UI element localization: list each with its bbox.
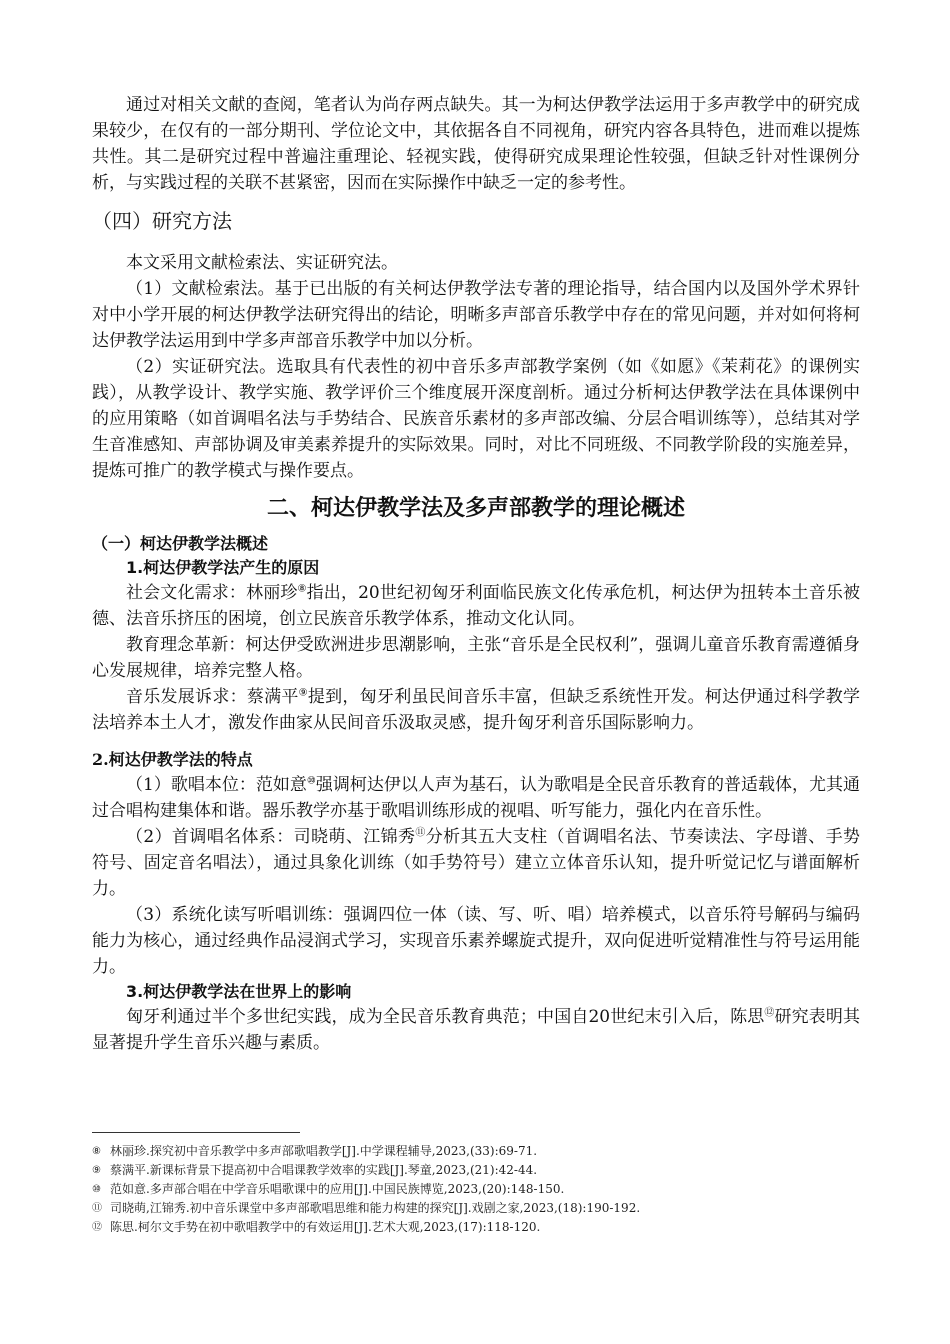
text-run: 指出，20世纪初匈牙利面临民族文化传承危机，柯达伊为扭转本土音乐被德、法音乐挤压的困境，创立民族音乐教学体系，推动文化认同。 [92, 583, 861, 629]
text-run: 分析其五大支柱（首调唱名法、节奏读法、字母谱、手势符号、固定音名唱法），通过具象化训练（如手势符号）建立立体音乐认知，提升听觉记忆与谱面解析力。 [92, 827, 861, 899]
text-run: 音乐发展诉求：蔡满平 [126, 687, 299, 707]
footnote-item [92, 1161, 860, 1180]
footnote-item [92, 1199, 860, 1218]
paragraph-social-culture [92, 580, 860, 632]
footnote-mark: ⑪ [92, 1203, 102, 1214]
paragraph-feature-solfege [92, 824, 860, 902]
text-run: 社会文化需求：林丽珍 [126, 583, 298, 603]
paragraph-methods-intro: 本文采用文献检索法、实证研究法。 [126, 253, 398, 273]
main-text [92, 92, 860, 1056]
section-heading-kodaly-overview: （一）柯达伊教学法概述 [92, 534, 269, 553]
footnote-ref: ⑧ [297, 583, 307, 595]
paragraph-education-reform: 教育理念革新：柯达伊受欧洲进步思潮影响，主张“音乐是全民权利”，强调儿童音乐教育需遵循身心发展规律，培养完整人格。 [92, 635, 860, 681]
footnote-ref: ⑩ [306, 775, 316, 787]
footnote-text: 陈思.柯尔文手势在初中歌唱教学中的有效运用[J].艺术大观,2023,(17):118-120. [110, 1220, 541, 1234]
paragraph-method-literature: （1）文献检索法。基于已出版的有关柯达伊教学法专著的理论指导，结合国内以及国外学术界针对中小学开展的柯达伊教学法研究得出的结论，明晰多声部音乐教学中存在的常见问题，并对如何将柯达伊教学法运用到中学多声部音乐教学中加以分析。 [92, 279, 860, 351]
paragraph-feature-singing [92, 772, 860, 824]
footnote-mark: ⑨ [92, 1165, 101, 1176]
text-run: （1）歌唱本位：范如意 [126, 775, 307, 795]
footnote-item [92, 1218, 860, 1237]
footnote-text: 司晓萌,江锦秀.初中音乐课堂中多声部歌唱思维和能力构建的探究[J].戏剧之家,2023,(18):190-192. [110, 1201, 641, 1215]
footnote-mark: ⑫ [92, 1222, 102, 1233]
text-run: 强调柯达伊以人声为基石，认为歌唱是全民音乐教育的普适载体，尤其通过合唱构建集体和谐。器乐教学亦基于歌唱训练形成的视唱、听写能力，强化内在音乐性。 [92, 775, 861, 821]
footnote-mark: ⑧ [92, 1146, 101, 1157]
footnote-text: 蔡满平.新课标背景下提高初中合唱课教学效率的实践[J].琴童,2023,(21):42-44. [110, 1163, 538, 1177]
paragraph-feature-training: （3）系统化读写听唱训练：强调四位一体（读、写、听、唱）培养模式，以音乐符号解码与编码能力为核心，通过经典作品浸润式学习，实现音乐素养螺旋式提升，双向促进听觉精准性与符号运用能力。 [92, 905, 860, 977]
footnote-ref: ⑪ [415, 827, 426, 839]
paragraph-music-development [92, 684, 860, 736]
paragraph-research-gap: 通过对相关文献的查阅，笔者认为尚存两点缺失。其一为柯达伊教学法运用于多声教学中的研究成果较少，在仅有的一部分期刊、学位论文中，其依据各自不同视角，研究内容各具特色，进而难以提炼共性。其二是研究过程中普遍注重理论、轻视实践，使得研究成果理论性较强，但缺乏针对性课例分析，与实践过程的关联不甚紧密，因而在实际操作中缺乏一定的参考性。 [92, 95, 860, 193]
subheading-origins: 1.柯达伊教学法产生的原因 [126, 558, 320, 577]
subheading-features: 2.柯达伊教学法的特点 [92, 750, 253, 769]
text-run: （2）首调唱名体系：司晓萌、江锦秀 [126, 827, 416, 847]
footnote-separator [92, 1132, 300, 1133]
spacer [92, 736, 860, 748]
footnote-mark: ⑩ [92, 1184, 101, 1195]
footnote-ref: ⑫ [764, 1007, 775, 1019]
subheading-influence: 3.柯达伊教学法在世界上的影响 [126, 982, 352, 1001]
footnote-ref: ⑨ [298, 687, 308, 699]
footnote-text: 林丽珍.探究初中音乐教学中多声部歌唱教学[J].中学课程辅导,2023,(33):69-71. [110, 1144, 538, 1158]
chapter-heading: 二、柯达伊教学法及多声部教学的理论概述 [266, 496, 685, 521]
footnote-item [92, 1142, 860, 1161]
text-run: 匈牙利通过半个多世纪实践，成为全民音乐教育典范；中国自20世纪末引入后，陈思 [126, 1007, 765, 1027]
heading-research-methods: （四）研究方法 [92, 209, 232, 233]
footnote-item [92, 1180, 860, 1199]
text-run: 研究表明其显著提升学生音乐兴趣与素质。 [92, 1007, 861, 1053]
footnote-text: 范如意.多声部合唱在中学音乐唱歌课中的应用[J].中国民族博览,2023,(20):148-150. [110, 1182, 565, 1196]
paragraph-method-empirical: （2）实证研究法。选取具有代表性的初中音乐多声部教学案例（如《如愿》《茉莉花》的课例实践），从教学设计、教学实施、教学评价三个维度展开深度剖析。通过分析柯达伊教学法在具体课例中的应用策略（如首调唱名法与手势结合、民族音乐素材的多声部改编、分层合唱训练等），总结其对学生音准感知、声部协调及审美素养提升的实际效果。同时，对比不同班级、不同教学阶段的实施差异，提炼可推广的教学模式与操作要点。 [92, 357, 860, 481]
footnotes [92, 1142, 860, 1237]
text-run: 提到，匈牙利虽民间音乐丰富，但缺乏系统性开发。柯达伊通过科学教学法培养本土人才，激发作曲家从民间音乐汲取灵感，提升匈牙利音乐国际影响力。 [92, 687, 861, 733]
paragraph-influence [92, 1004, 860, 1056]
